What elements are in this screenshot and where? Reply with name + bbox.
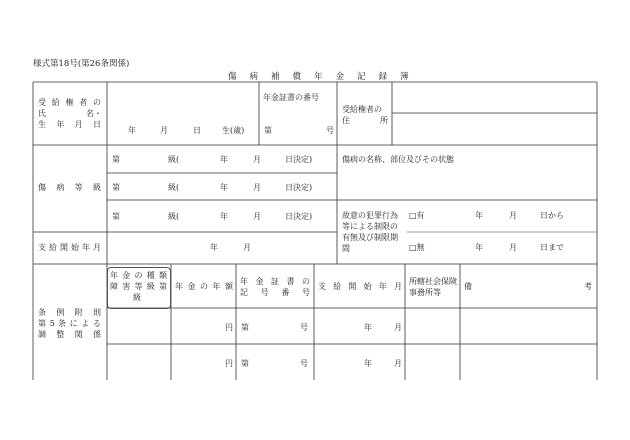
- cert-header-line1: 年 金 証 書 の: [240, 277, 310, 286]
- certificate-dai: 第: [264, 126, 272, 135]
- grade-row1-kyu: 級(: [168, 155, 180, 164]
- grade-row2-kyu: 級(: [168, 183, 180, 192]
- start-label: 支 給 開 始 年 月: [38, 243, 101, 252]
- start-month-unit: 月: [243, 243, 251, 252]
- recipient-label-line1: 受 給 権 者 の: [38, 98, 101, 107]
- birth-year-unit: 年: [128, 126, 136, 135]
- address-label-line2: 住 所: [342, 116, 388, 125]
- kind-header-line3: 級: [133, 293, 141, 302]
- kind-header-line1: 年 金 の 種 類: [110, 271, 167, 280]
- intent-label-line4: 間: [342, 244, 350, 253]
- adj-row2-month: 月: [394, 359, 402, 368]
- grade-row1-month: 月: [253, 155, 261, 164]
- intent-until: 日まで: [540, 243, 564, 252]
- adj-row1-go: 号: [300, 323, 308, 332]
- grade-row1-year: 年: [220, 155, 228, 164]
- start-year-unit: 年: [210, 243, 218, 252]
- injury-name-label: 傷病の名称、部位及びその状態: [342, 155, 454, 164]
- intent-label-line3: 有無及び制限期: [342, 233, 398, 242]
- intent-no-checkbox[interactable]: □無: [409, 243, 425, 252]
- office-header-line1: 所轄社会保険: [409, 277, 457, 286]
- recipient-label-line2: 氏 名・: [38, 109, 102, 118]
- age-unit: 生(歳): [222, 126, 245, 135]
- birth-day-unit: 日: [193, 126, 201, 135]
- intent-from-month: 月: [509, 211, 517, 220]
- adj-row2-go: 号: [300, 359, 308, 368]
- remarks-header-2: 考: [584, 282, 592, 291]
- grade-row3-month: 月: [253, 212, 261, 221]
- amount-header: 年 金 の 年 額: [175, 282, 233, 291]
- adj-row1-year: 年: [364, 323, 372, 332]
- certificate-go: 号: [326, 126, 334, 135]
- intent-label-line1: 故意の犯罪行為: [342, 211, 398, 220]
- adj-row2-yen: 円: [225, 359, 233, 368]
- form-number: 様式第18号(第26条関係): [33, 59, 130, 69]
- grade-row2-month: 月: [253, 183, 261, 192]
- grade-row2-dai: 第: [112, 183, 120, 192]
- grade-row1-decided: 日決定): [285, 155, 313, 164]
- grade-row1-dai: 第: [112, 155, 120, 164]
- grade-row3-dai: 第: [112, 212, 120, 221]
- intent-label-line2: 等による制限の: [342, 222, 398, 231]
- adj-row2-dai: 第: [241, 359, 249, 368]
- intent-from: 日から: [540, 211, 564, 220]
- grade-row2-decided: 日決定): [285, 183, 313, 192]
- cert-header-line2: 記 号 番 号: [240, 288, 310, 297]
- start-header: 支 給 開 始 年 月: [318, 282, 402, 291]
- adj-row1-month: 月: [394, 323, 402, 332]
- address-label-line1: 受給権者の: [342, 105, 382, 114]
- grade-row2-year: 年: [220, 183, 228, 192]
- grade-row3-decided: 日決定): [285, 212, 313, 221]
- adjustment-label-line1: 条 例 附 則: [38, 308, 101, 317]
- grade-row3-kyu: 級(: [168, 212, 180, 221]
- adjustment-label-line3: 調 整 関 係: [38, 330, 101, 339]
- grade-row3-year: 年: [220, 212, 228, 221]
- intent-until-month: 月: [509, 243, 517, 252]
- certificate-label: 年金証書の番号: [263, 93, 319, 102]
- intent-yes-checkbox[interactable]: □有: [409, 211, 425, 220]
- adjustment-label-line2: 第 5 条 に よ る: [38, 319, 101, 328]
- grade-label: 傷 病 等 級: [38, 183, 101, 192]
- adj-row1-dai: 第: [241, 323, 249, 332]
- intent-from-year: 年: [475, 211, 483, 220]
- adj-row2-year: 年: [364, 359, 372, 368]
- form-title: 傷 病 補 償 年 金 記 録 簿: [228, 72, 411, 82]
- recipient-label-line3: 生 年 月 日: [38, 120, 101, 129]
- kind-header-line2: 障 害 等 級 第: [110, 282, 167, 291]
- office-header-line2: 事務所等: [409, 288, 441, 297]
- remarks-header-1: 備: [464, 282, 472, 291]
- birth-month-unit: 月: [160, 126, 168, 135]
- intent-until-year: 年: [475, 243, 483, 252]
- adj-row1-yen: 円: [225, 323, 233, 332]
